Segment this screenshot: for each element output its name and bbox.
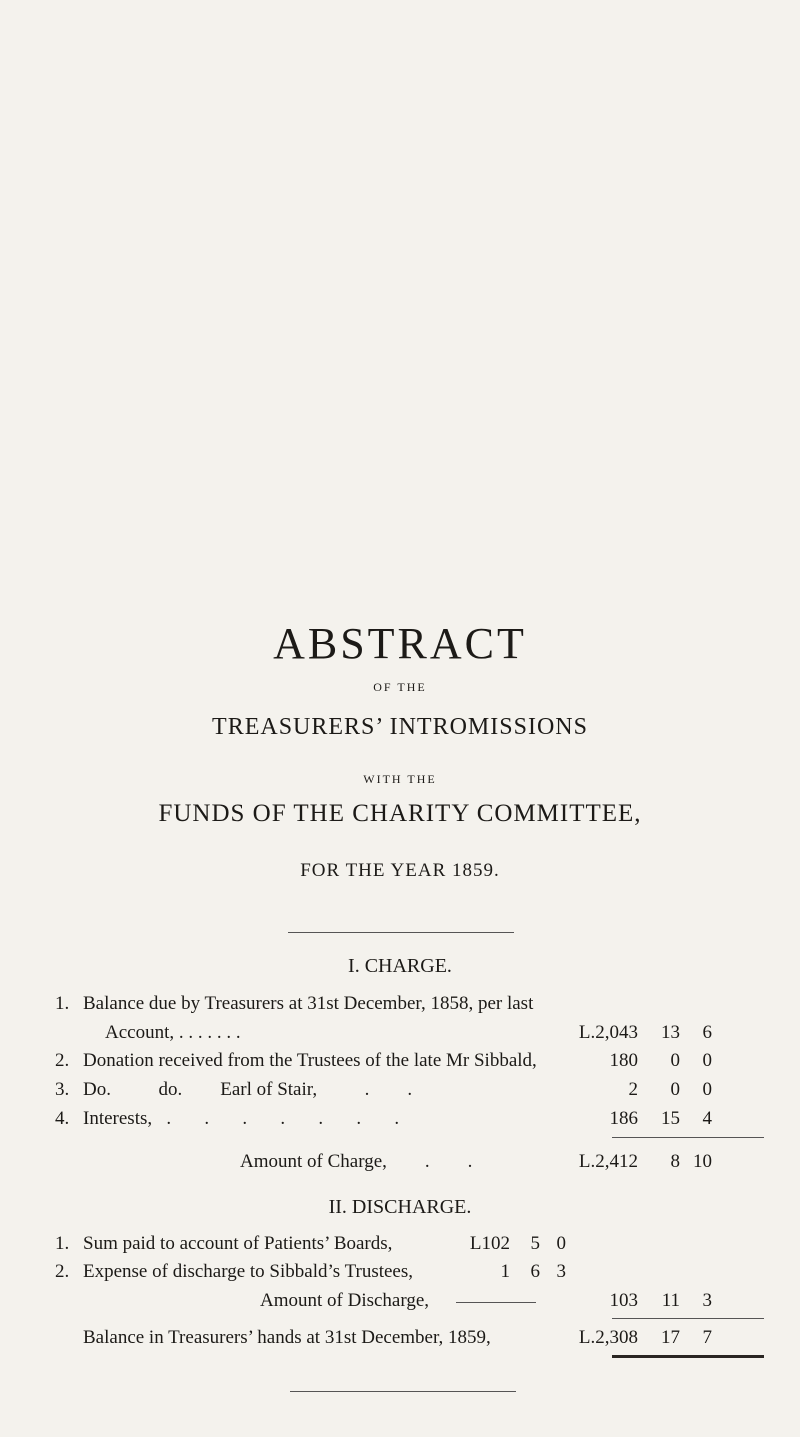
charge-item-1-pounds: L.2,043 (578, 1022, 638, 1043)
charge-item-2-number: 2. (55, 1050, 70, 1071)
balance-rule (612, 1318, 764, 1319)
discharge-item-2-text: Expense of discharge to Sibbald’s Trustees, (83, 1261, 414, 1282)
charge-item-2-pence: 0 (702, 1050, 712, 1071)
discharge-item-2-pounds: 1 (500, 1261, 510, 1282)
discharge-heading: II. DISCHARGE. (328, 1196, 472, 1218)
discharge-item-1-pounds: L102 (469, 1233, 510, 1254)
charge-item-2-shillings: 0 (670, 1050, 680, 1071)
discharge-item-2-pence: 3 (556, 1261, 566, 1282)
discharge-total-pence: 3 (702, 1290, 712, 1311)
discharge-item-1-pence: 0 (556, 1233, 566, 1254)
charge-item-4-pence: 4 (702, 1108, 712, 1129)
charge-item-3-text: Do. do. Earl of Stair, . . (83, 1079, 413, 1100)
discharge-item-1-number: 1. (55, 1233, 70, 1254)
charge-item-1-text: Balance due by Treasurers at 31st December, 1858, per last (83, 993, 534, 1014)
charge-item-1-text-continued: Account, . . . . . . . (105, 1022, 241, 1043)
subject-heading: TREASURERS’ INTROMISSIONS (212, 714, 588, 740)
charge-heading: I. CHARGE. (348, 955, 452, 977)
divider-middle (290, 1391, 516, 1392)
charge-item-2-text: Donation received from the Trustees of the late Mr Sibbald, (83, 1050, 537, 1071)
discharge-item-2-shillings: 6 (530, 1261, 540, 1282)
balance-label: Balance in Treasurers’ hands at 31st December, 1859, (83, 1327, 491, 1348)
charge-subtotal-rule (612, 1137, 764, 1138)
charge-item-1-shillings: 13 (661, 1022, 680, 1043)
charge-item-4-text: Interests, . . . . . . . (83, 1108, 400, 1129)
charge-item-4-number: 4. (55, 1108, 70, 1129)
charge-total-shillings: 8 (670, 1151, 680, 1172)
discharge-total-shillings: 11 (661, 1290, 680, 1311)
charge-item-4-shillings: 15 (661, 1108, 680, 1129)
charge-item-3-number: 3. (55, 1079, 70, 1100)
divider-top (288, 932, 514, 933)
balance-double-rule (612, 1355, 764, 1358)
charge-item-3-pounds: 2 (628, 1079, 638, 1100)
discharge-item-1-text: Sum paid to account of Patients’ Boards, (83, 1233, 393, 1254)
with-the-caption: WITH THE (363, 772, 437, 786)
discharge-leader-rule (456, 1302, 536, 1303)
charge-item-1-number: 1. (55, 993, 70, 1014)
year-heading: FOR THE YEAR 1859. (300, 860, 500, 881)
charge-total-pounds: L.2,412 (578, 1151, 638, 1172)
charge-item-3-shillings: 0 (670, 1079, 680, 1100)
discharge-total-pounds: 103 (609, 1290, 638, 1311)
charge-item-4-pounds: 186 (609, 1108, 638, 1129)
balance-pence: 7 (702, 1327, 712, 1348)
discharge-item-2-number: 2. (55, 1261, 70, 1282)
of-the-caption: OF THE (373, 680, 427, 694)
balance-pounds: L.2,308 (578, 1327, 638, 1348)
balance-shillings: 17 (661, 1327, 680, 1348)
charge-total-label: Amount of Charge, . . (240, 1151, 473, 1172)
document-title: ABSTRACT (273, 619, 527, 668)
charge-item-1-pence: 6 (702, 1022, 712, 1043)
charge-item-3-pence: 0 (702, 1079, 712, 1100)
funds-heading: FUNDS OF THE CHARITY COMMITTEE, (158, 800, 642, 827)
discharge-item-1-shillings: 5 (530, 1233, 540, 1254)
discharge-total-label: Amount of Discharge, (260, 1290, 430, 1311)
charge-item-2-pounds: 180 (609, 1050, 638, 1071)
charge-total-pence: 10 (693, 1151, 712, 1172)
